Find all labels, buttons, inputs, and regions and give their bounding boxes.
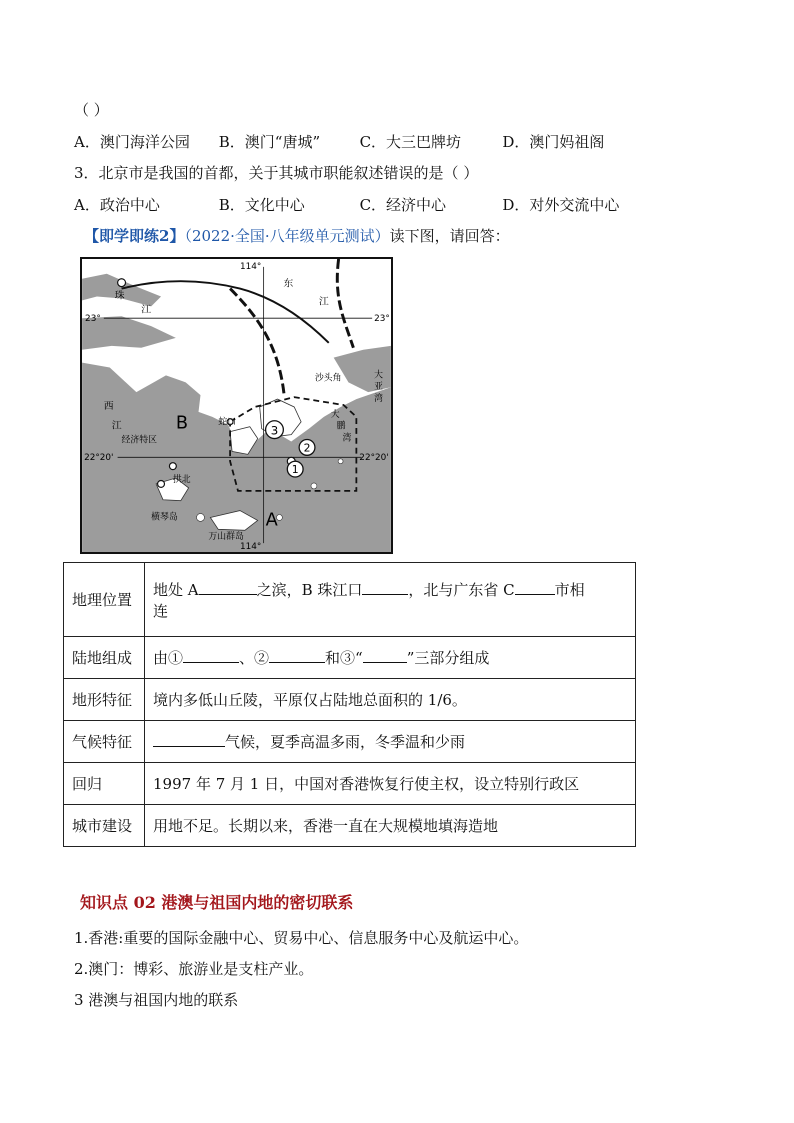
text-seg: 气候，夏季高温多雨，冬季温和少雨 bbox=[225, 733, 466, 751]
label-A: A bbox=[265, 510, 278, 531]
row-key: 地理位置 bbox=[64, 563, 145, 637]
row-value bbox=[145, 563, 636, 637]
table-row bbox=[64, 563, 636, 637]
dapeng-2: 鹏 bbox=[336, 421, 346, 432]
table-row bbox=[64, 763, 636, 805]
text-seg: 地处 A bbox=[153, 580, 199, 599]
blank-a[interactable] bbox=[199, 580, 257, 595]
jiang-label: 江 bbox=[141, 304, 152, 316]
q3-option-a[interactable]: A．政治中心 bbox=[74, 196, 160, 214]
row-key: 城市建设 bbox=[64, 805, 145, 847]
lat-2220-right: 22°20' bbox=[359, 453, 389, 464]
q3-options bbox=[74, 195, 619, 215]
shekou-label: 蛇口 bbox=[218, 417, 236, 428]
label-B: B bbox=[175, 413, 189, 434]
hk-info-table bbox=[63, 562, 636, 847]
row-value: 1997 年 7 月 1 日，中国对香港恢复行使主权，设立特别行政区 bbox=[145, 763, 636, 805]
text-seg: 连 bbox=[153, 601, 169, 620]
daya-2: 亚 bbox=[374, 382, 383, 393]
row-value bbox=[145, 721, 636, 763]
row-key: 回归 bbox=[64, 763, 145, 805]
row-value: 用地不足。长期以来，香港一直在大规模地填海造地 bbox=[145, 805, 636, 847]
q2-option-d[interactable]: D．澳门妈祖阁 bbox=[502, 133, 605, 151]
text-seg: 、② bbox=[239, 649, 270, 667]
practice-tag: 【即学即练2】 bbox=[84, 227, 185, 245]
blank-2[interactable] bbox=[269, 648, 325, 663]
daya-3: 湾 bbox=[374, 394, 383, 405]
table-row bbox=[64, 721, 636, 763]
row-value bbox=[145, 637, 636, 679]
wanshan-label: 万山群岛 bbox=[208, 532, 244, 543]
text-seg: 之滨，B 珠江口 bbox=[256, 580, 363, 599]
practice-line bbox=[84, 226, 510, 246]
q2-option-c[interactable]: C．大三巴牌坊 bbox=[359, 133, 462, 151]
label-3: 3 bbox=[270, 423, 279, 438]
text-seg: ”三部分组成 bbox=[406, 649, 490, 667]
gongbei-marker bbox=[169, 463, 176, 470]
q3-option-b[interactable]: B．文化中心 bbox=[218, 196, 305, 214]
lat-2220-left: 22°20' bbox=[84, 453, 114, 464]
row-key: 地形特征 bbox=[64, 679, 145, 721]
macau-marker bbox=[158, 480, 165, 487]
practice-source: （2022·全国·八年级单元测试） bbox=[184, 227, 390, 245]
blank-3[interactable] bbox=[363, 648, 407, 663]
hengqin-label: 横琴岛 bbox=[151, 512, 178, 523]
xi-label: 西 bbox=[103, 400, 114, 412]
hong-kong-map bbox=[80, 257, 393, 554]
gongbei-label: 拱北 bbox=[172, 474, 191, 485]
table-row bbox=[64, 637, 636, 679]
q3-stem: 3．北京市是我国的首都，关于其城市职能叙述错误的是（ ） bbox=[74, 164, 479, 182]
label-2: 2 bbox=[303, 441, 311, 455]
text-seg: 由① bbox=[153, 649, 184, 667]
q3-option-d[interactable]: D．对外交流中心 bbox=[502, 196, 620, 214]
q2-options bbox=[74, 132, 604, 152]
dong-label: 东 bbox=[283, 278, 294, 290]
lon-top-label: 114° bbox=[239, 261, 262, 272]
q2-option-b[interactable]: B．澳门“唐城” bbox=[218, 133, 321, 151]
lon-bottom-label: 114° bbox=[239, 542, 262, 553]
daya-1: 大 bbox=[374, 370, 383, 381]
blank-c[interactable] bbox=[515, 580, 555, 595]
practice-prompt: 读下图，请回答： bbox=[389, 227, 510, 245]
section-line-1: 1.香港:重要的国际金融中心、贸易中心、信息服务中心及航运中心。 bbox=[74, 929, 529, 947]
blank-1[interactable] bbox=[183, 648, 239, 663]
table-row bbox=[64, 805, 636, 847]
row-value: 境内多低山丘陵，平原仅占陆地总面积的 1/6。 bbox=[145, 679, 636, 721]
shatoujiao-label: 沙头角 bbox=[314, 373, 342, 384]
zhuhai-marker bbox=[118, 279, 126, 287]
text-seg: ，北与广东省 C bbox=[408, 580, 515, 599]
text-seg: 和③“ bbox=[325, 649, 363, 667]
label-1: 1 bbox=[291, 463, 299, 477]
dapeng-3: 湾 bbox=[342, 433, 352, 444]
row-key: 气候特征 bbox=[64, 721, 145, 763]
section-line-3: 3 港澳与祖国内地的联系 bbox=[74, 991, 239, 1009]
section-line-2: 2.澳门：博彩、旅游业是支柱产业。 bbox=[74, 960, 314, 978]
section-title: 知识点 02 港澳与祖国内地的密切联系 bbox=[80, 893, 354, 912]
lat-23-left: 23° bbox=[85, 314, 101, 325]
jiang2-label: 江 bbox=[318, 296, 329, 308]
table-row bbox=[64, 679, 636, 721]
text-seg: 市相 bbox=[554, 580, 585, 599]
q2-option-a[interactable]: A．澳门海洋公园 bbox=[74, 133, 190, 151]
jiang3-label: 江 bbox=[111, 420, 122, 432]
lat-23-right: 23° bbox=[374, 314, 390, 325]
row-key: 陆地组成 bbox=[64, 637, 145, 679]
blank-climate[interactable] bbox=[153, 732, 225, 747]
dapeng-1: 大 bbox=[330, 409, 340, 420]
zhu-label: 珠 bbox=[114, 290, 125, 302]
blank-b[interactable] bbox=[362, 580, 408, 595]
q3-option-c[interactable]: C．经济中心 bbox=[359, 196, 447, 214]
q2-paren: （ ） bbox=[74, 101, 109, 119]
sez-label: 经济特区 bbox=[121, 435, 158, 446]
